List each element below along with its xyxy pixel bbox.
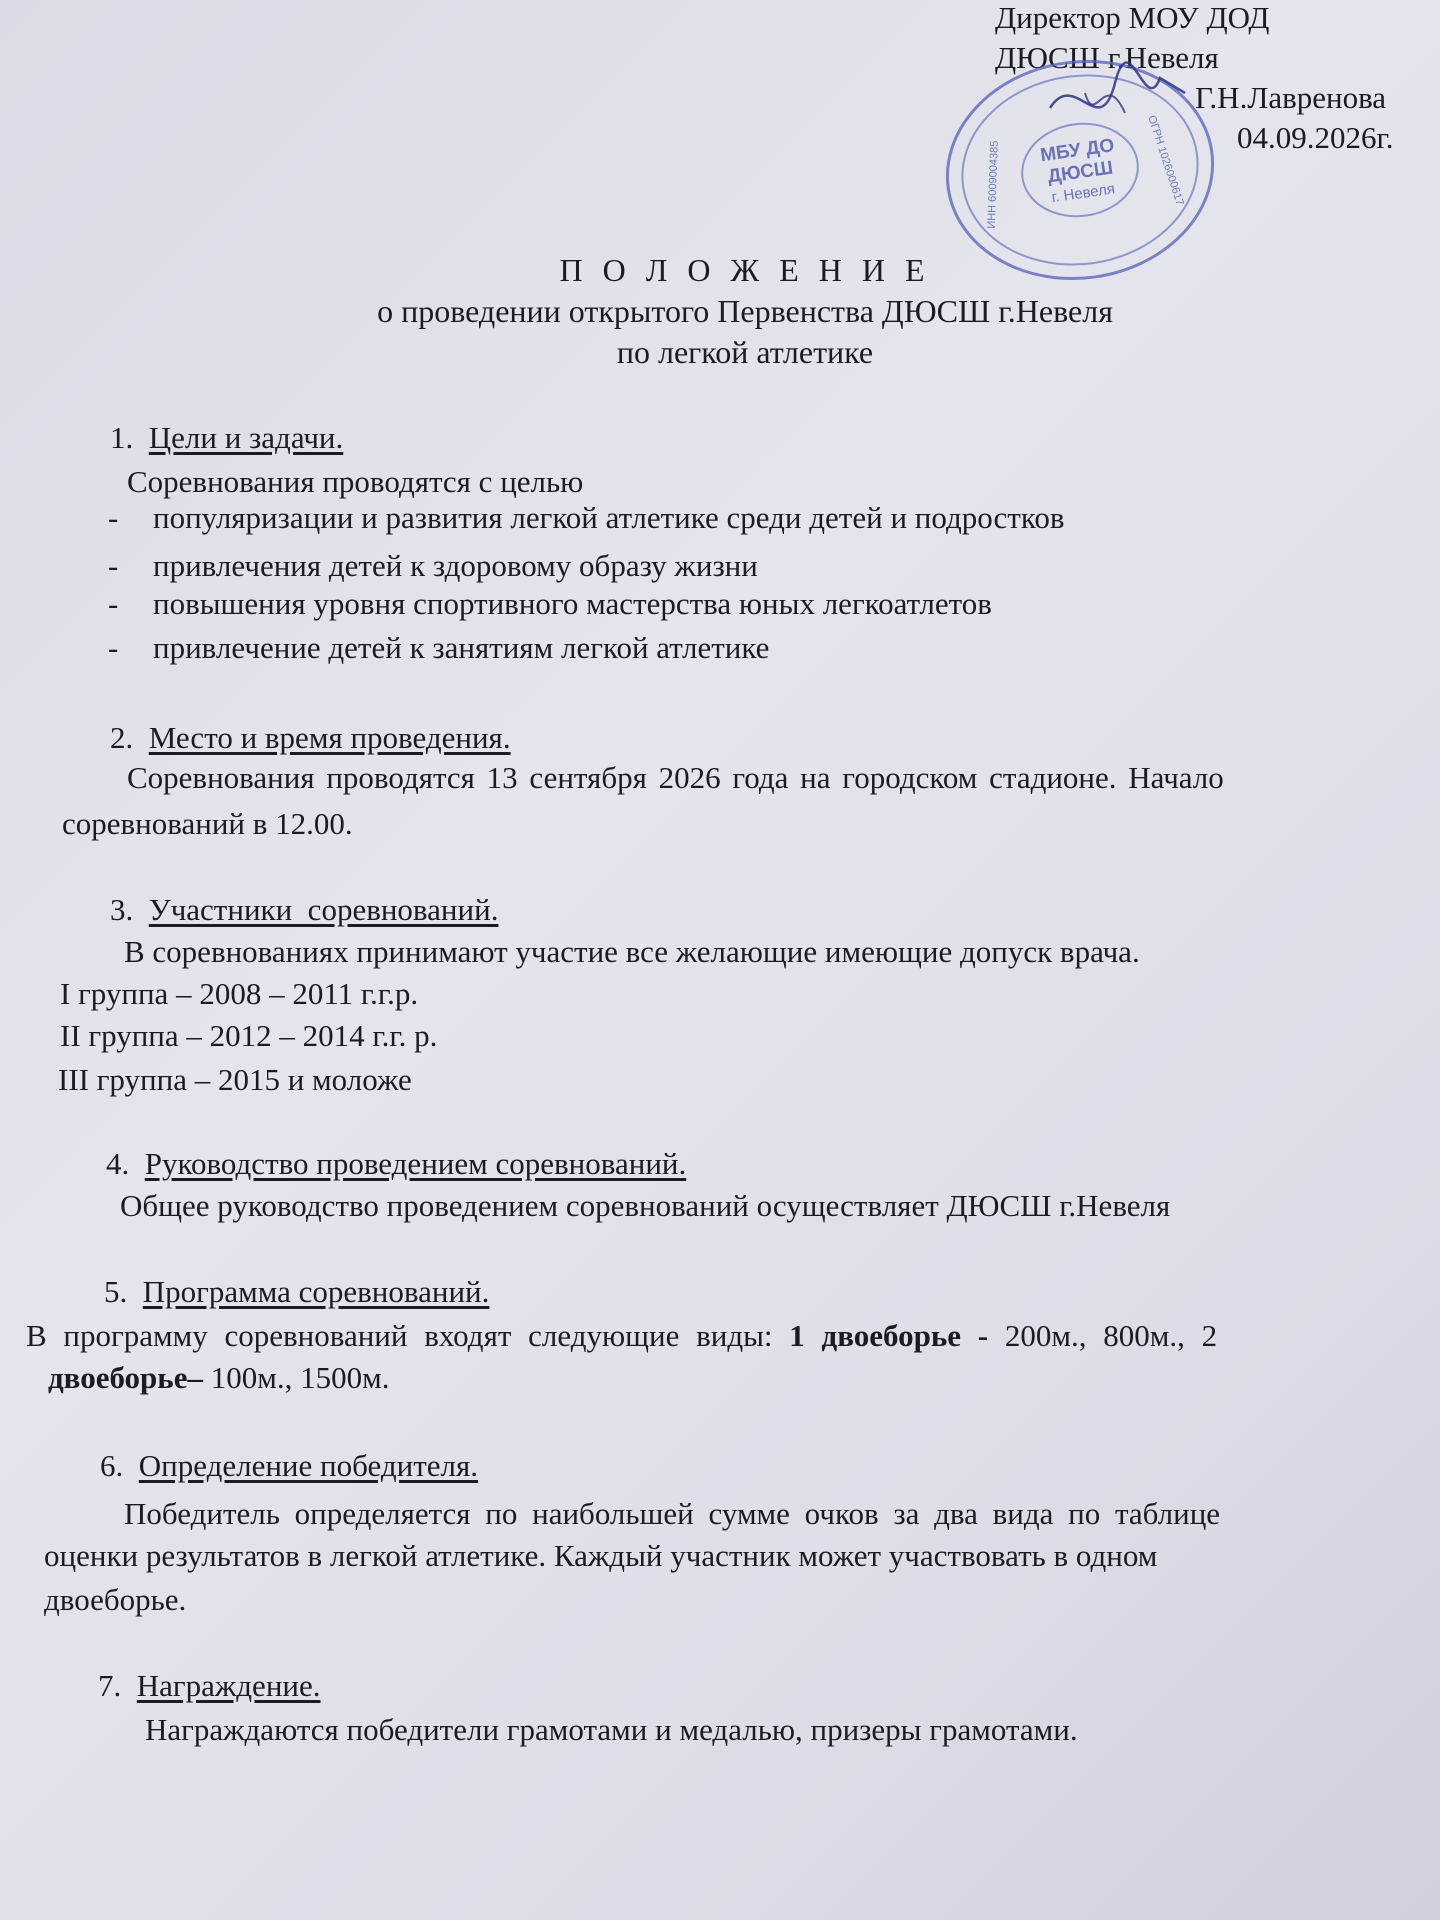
list-item: - привлечения детей к здоровому образу жизни <box>108 548 758 583</box>
approval-date: 04.09.2026г. <box>1237 120 1394 155</box>
stamp-inn: ИНН 6009004385 <box>985 140 1001 229</box>
section-6-text-line1: Победитель определяется по наибольшей сумме очков за два вида по таблице <box>124 1496 1221 1531</box>
approval-position: Директор МОУ ДОД <box>995 0 1270 35</box>
section-2-number: 2. <box>110 720 134 755</box>
section-1-heading <box>110 418 343 458</box>
section-3-number: 3. <box>110 892 134 927</box>
approval-signatory: Г.Н.Лавренова <box>1195 80 1387 115</box>
section-1-number: 1. <box>110 420 134 455</box>
document-subtitle-line2: по легкой атлетике <box>616 334 874 370</box>
section-6-title: Определение победителя. <box>138 1448 478 1483</box>
section-7-heading <box>98 1666 321 1706</box>
section-2-heading <box>110 718 511 758</box>
section-4-heading <box>106 1144 686 1184</box>
stamp-center-line3: г. Невеля <box>1050 180 1116 207</box>
group-row: I группа – 2008 – 2011 г.г.р. <box>60 976 419 1011</box>
section-5-heading <box>104 1272 489 1312</box>
section-6-text-line2: оценки результатов в легкой атлетике. Каждый участник может участвовать в одном <box>44 1538 1158 1573</box>
section-6-number: 6. <box>100 1448 124 1483</box>
stamp-center-line1: МБУ ДО <box>1038 135 1116 167</box>
list-item: - популяризации и развития легкой атлетике среди детей и подростков <box>108 500 1065 535</box>
section-2-text-line2: соревнований в 12.00. <box>62 806 353 841</box>
section-4-title: Руководство проведением соревнований. <box>144 1146 687 1181</box>
group-row: II группа – 2012 – 2014 г.г. р. <box>60 1018 438 1053</box>
section-1-title: Цели и задачи. <box>148 420 344 455</box>
stamp-center-line2: ДЮСШ <box>1046 157 1115 188</box>
section-3-title: Участники соревнований. <box>148 892 499 927</box>
section-6-heading <box>100 1446 478 1486</box>
list-item: - повышения уровня спортивного мастерства юных легкоатлетов <box>108 586 992 621</box>
group-row: III группа – 2015 и моложе <box>58 1062 412 1097</box>
section-5-title: Программа соревнований. <box>142 1274 490 1309</box>
list-item: - привлечение детей к занятиям легкой атлетике <box>108 630 770 665</box>
section-3-intro: В соревнованиях принимают участие все желающие имеющие допуск врача. <box>124 934 1140 969</box>
section-3-heading <box>110 890 498 930</box>
document-title-block <box>300 250 1190 373</box>
section-2-text-line1: Соревнования проводятся 13 сентября 2026 года на городском стадионе. Начало <box>127 760 1224 795</box>
section-7-number: 7. <box>98 1668 122 1703</box>
section-7-title: Награждение. <box>136 1668 321 1703</box>
section-2-title: Место и время проведения. <box>148 720 511 755</box>
section-1-intro: Соревнования проводятся с целью <box>127 464 584 499</box>
section-5-text-line2: двоеборье– 100м., 1500м. <box>48 1360 390 1395</box>
section-5-text-line1: В программу соревнований входят следующие виды: 1 двоеборье - 200м., 800м., 2 <box>26 1318 1218 1353</box>
stamp-ogrn: ОГРН 1026000617 <box>1145 113 1186 208</box>
section-4-text: Общее руководство проведением соревнований осуществляет ДЮСШ г.Невеля <box>120 1188 1171 1223</box>
section-4-number: 4. <box>106 1146 130 1181</box>
section-5-number: 5. <box>104 1274 128 1309</box>
document-subtitle-line1: о проведении открытого Первенства ДЮСШ г.Невеля <box>377 293 1113 329</box>
section-7-text: Награждаются победители грамотами и медалью, призеры грамотами. <box>145 1712 1078 1747</box>
document-heading: П О Л О Ж Е Н И Е <box>559 252 931 288</box>
section-6-text-line3: двоеборье. <box>44 1582 187 1617</box>
approval-organization: ДЮСШ г.Невеля <box>995 40 1219 75</box>
